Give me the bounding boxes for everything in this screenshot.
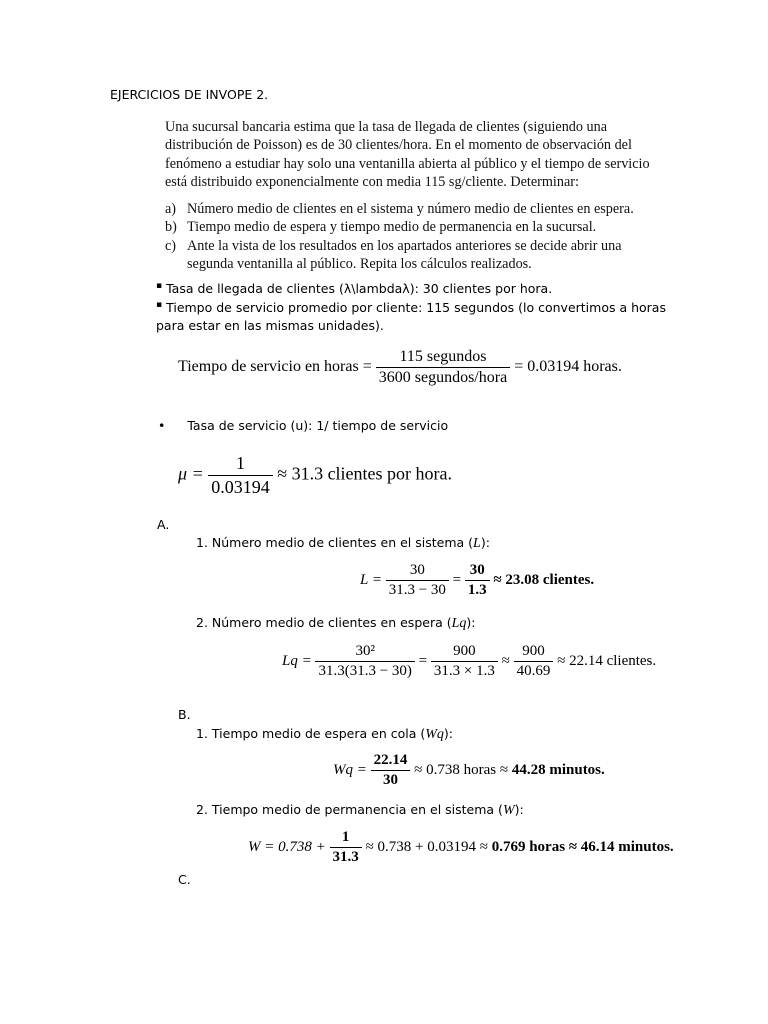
bullet-icon: ▪ [156, 281, 163, 291]
section-b-heading-2: 2. Tiempo medio de permanencia en el sistema (W): [196, 802, 524, 818]
section-b-heading-1: 1. Tiempo medio de espera en cola (Wq): [196, 726, 453, 742]
statement-line: distribución de Poisson) es de 30 clientes/hora. En el momento de observación del [165, 137, 632, 154]
statement-item-a: a) Número medio de clientes en el sistema y número medio de clientes en espera. [165, 201, 634, 218]
equation-W: W = 0.738 + $\frac{1}{31.3}$ ≈ 0.738 + 0.03194 ≈ 0.769 horas ≈ 46.14 minutos. [248, 829, 674, 865]
statement-item-c: c) Ante la vista de los resultados en los apartados anteriores se decide abrir una [165, 237, 622, 254]
section-b-label: B. [178, 707, 191, 722]
section-a-heading-1: 1. Número medio de clientes en el sistema (L): [196, 535, 490, 551]
bullet-icon: ▪ [156, 300, 163, 310]
section-c-label: C. [178, 872, 191, 887]
statement-line: Una sucursal bancaria estima que la tasa de llegada de clientes (siguiendo una [165, 119, 608, 135]
note-service-time-cont: para estar en las mismas unidades). [156, 318, 384, 333]
equation-L: L = $\frac{30}{31.3 - 30}$ = $\frac{30}{1.3}$ ≈ 23.08 clientes. [360, 562, 595, 598]
equation-service-time: Tiempo de servicio en horas = $\frac{\text{115 segundos}}{\text{3600 segundos/hora}}$ = 0.03194 horas. [178, 348, 622, 386]
section-a-label: A. [157, 517, 170, 532]
document-title: EJERCICIOS DE INVOPE 2. [110, 87, 269, 102]
note-service-time: ▪ Tiempo de servicio promedio por cliente: 115 segundos (lo convertimos a horas [156, 300, 666, 315]
equation-mu: μ = $\frac{1}{0.03194}$ ≈ 31.3 clientes por hora. [178, 453, 453, 497]
statement-item-b: b) Tiempo medio de espera y tiempo medio de permanencia en la sucursal. [165, 219, 597, 236]
statement-line: fenómeno a estudiar hay solo una ventanilla abierta al público y el tiempo de servicio [165, 155, 650, 172]
note-service-rate: • Tasa de servicio (u): 1/ tiempo de servicio [158, 418, 449, 433]
section-a-heading-2: 2. Número medio de clientes en espera (Lq): [196, 615, 476, 631]
equation-Lq: Lq = $\frac{\text{30²}}{31.3(31.3 - 30)}$ = $\frac{900}{31.3 \times 1.3}$ ≈ $\frac{900}{40.69}$ ≈ 22.14 clientes. [282, 643, 657, 679]
bullet-icon: • [158, 418, 166, 433]
note-arrival-rate: ▪ Tasa de llegada de clientes (λ\lambdaλ): 30 clientes por hora. [156, 281, 553, 296]
statement-item-c-cont: segunda ventanilla al público. Repita los cálculos realizados. [187, 256, 532, 273]
statement-line: está distribuido exponencialmente con media 115 sg/cliente. Determinar: [165, 173, 579, 190]
problem-statement [165, 118, 650, 273]
equation-Wq: Wq = $\frac{22.14}{30}$ ≈ 0.738 horas ≈ 44.28 minutos. [333, 752, 605, 788]
